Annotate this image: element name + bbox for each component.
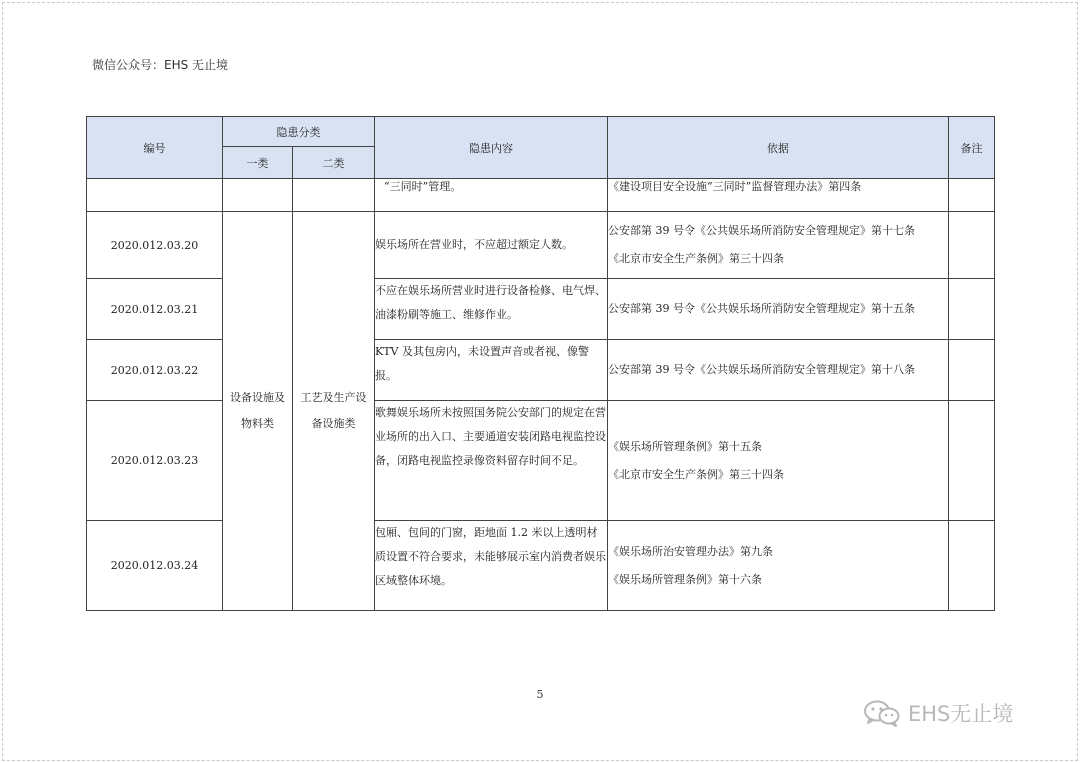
header-basis: 依据: [608, 117, 949, 179]
row-remark: [949, 521, 995, 611]
row-content: 包厢、包间的门窗，距地面 1.2 米以上透明材质设置不符合要求，未能够展示室内消费者娱乐区域整体环境。: [375, 521, 608, 611]
category-cat1: [223, 212, 293, 611]
source-label: 微信公众号：EHS 无止境: [92, 58, 229, 72]
row-content: 不应在娱乐场所营业时进行设备检修、电气焊、油漆粉刷等施工、维修作业。: [375, 279, 608, 340]
basis-line: 《北京市安全生产条例》第三十四条: [608, 252, 784, 265]
row-basis: [608, 401, 949, 521]
category-cat2: [293, 212, 375, 611]
row-basis: [608, 521, 949, 611]
hazard-table: [86, 116, 995, 611]
header-remark: 备注: [949, 117, 995, 179]
row-basis: [608, 179, 949, 212]
basis-line: 《娱乐场所治安管理办法》第九条: [608, 544, 773, 558]
row-content: KTV 及其包房内，未设置声音或者视、像警报。: [375, 340, 608, 401]
page-number: 5: [536, 688, 544, 701]
row-basis: [608, 212, 949, 279]
row-content: 歌舞娱乐场所未按照国务院公安部门的规定在营业场所的出入口、主要通道安装闭路电视监控设备，闭路电视监控录像资料留存时间不足。: [375, 401, 608, 521]
watermark: [862, 698, 1013, 728]
basis-line: 公安部第 39 号令《公共娱乐场所消防安全管理规定》第十八条: [608, 363, 915, 376]
row-number: 2020.012.03.23: [87, 401, 223, 521]
header-cat1: 一类: [223, 147, 293, 179]
row-remark: [949, 340, 995, 401]
wechat-icon: [862, 699, 902, 727]
row-basis: [608, 340, 949, 401]
row-cat2: [293, 179, 375, 212]
basis-line: 公安部第 39 号令《公共娱乐场所消防安全管理规定》第十七条: [608, 224, 915, 237]
basis-line: 《娱乐场所管理条例》第十五条: [608, 439, 762, 453]
basis-line: 《北京市安全生产条例》第三十四条: [608, 467, 784, 481]
header-cat2: 二类: [293, 147, 375, 179]
row-content: 娱乐场所在营业时，不应超过额定人数。: [375, 212, 608, 279]
row-remark: [949, 179, 995, 212]
row-basis: [608, 279, 949, 340]
row-remark: [949, 279, 995, 340]
header-category: 隐患分类: [223, 117, 375, 147]
row-number: 2020.012.03.24: [87, 521, 223, 611]
watermark-text: EHS无止境: [908, 702, 1014, 726]
row-cat1: [223, 179, 293, 212]
header-content: 隐患内容: [375, 117, 608, 179]
category-cat1-text: 设备设施及物料类: [230, 391, 285, 430]
basis-line: 《娱乐场所管理条例》第十六条: [608, 572, 762, 586]
row-remark: [949, 401, 995, 521]
category-cat2-text: 工艺及生产设备设施类: [300, 391, 367, 430]
header-number: 编号: [87, 117, 223, 179]
row-number: [87, 179, 223, 212]
basis-line: 《建设项目安全设施“三同时”监督管理办法》第四条: [608, 180, 862, 193]
basis-line: 公安部第 39 号令《公共娱乐场所消防安全管理规定》第十五条: [608, 302, 915, 315]
row-number: 2020.012.03.22: [87, 340, 223, 401]
table-row: [87, 179, 995, 212]
table-row: [87, 212, 995, 279]
row-remark: [949, 212, 995, 279]
row-number: 2020.012.03.20: [87, 212, 223, 279]
row-number: 2020.012.03.21: [87, 279, 223, 340]
row-content: “三同时”管理。: [375, 179, 608, 212]
